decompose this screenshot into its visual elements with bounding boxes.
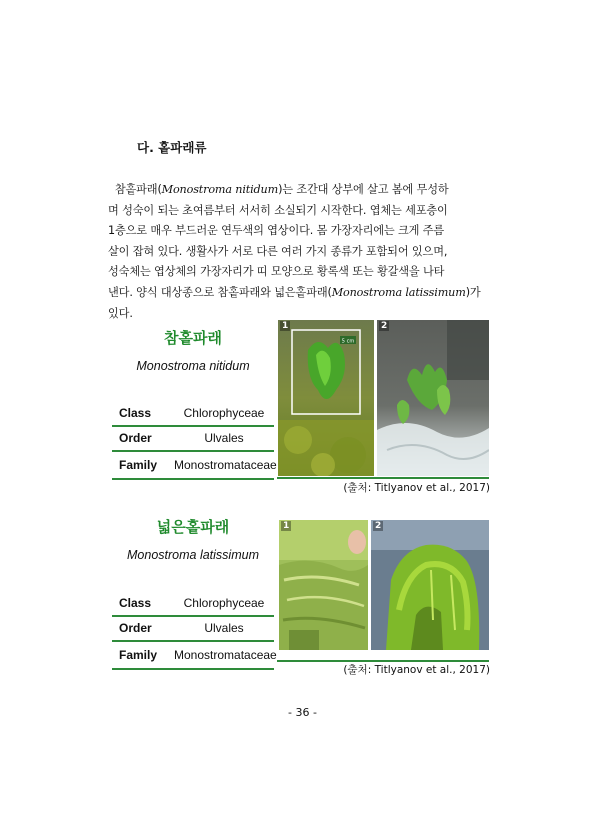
- taxonomy-rank: Order: [119, 431, 152, 445]
- taxonomy-value: Ulvales: [204, 621, 244, 635]
- scientific-name-inline: Monostroma latissimum: [331, 285, 466, 299]
- scientific-name-inline: Monostroma nitidum: [161, 183, 279, 196]
- taxonomy-row: [112, 402, 274, 427]
- taxonomy-value: Monostromataceae: [174, 648, 277, 662]
- algae-photo: [278, 320, 374, 476]
- species-korean-name: 넓은홑파래: [156, 518, 230, 536]
- section-title: 다. 홑파래류: [137, 140, 207, 155]
- paragraph-line: 있다.: [108, 306, 133, 320]
- taxonomy-value: Chlorophyceae: [183, 406, 265, 420]
- photo-label: 2: [381, 321, 388, 331]
- taxonomy-rank: Family: [119, 458, 158, 472]
- species-scientific-name: Monostroma nitidum: [136, 359, 250, 373]
- taxonomy-value: Ulvales: [204, 431, 244, 445]
- paragraph-line: [108, 283, 498, 304]
- species-scientific-name: Monostroma latissimum: [127, 548, 259, 562]
- taxonomy-rank: Class: [119, 596, 152, 610]
- taxonomy-value: Monostromataceae: [174, 458, 277, 472]
- taxonomy-rank: Class: [119, 406, 152, 420]
- algae-photo: [377, 320, 489, 476]
- paragraph-text: 참홑파래(: [114, 183, 162, 196]
- taxonomy-value: Chlorophyceae: [183, 596, 265, 610]
- photo-label: 2: [375, 521, 382, 531]
- photo-credit: (출처: Titlyanov et al., 2017): [343, 482, 490, 494]
- taxonomy-rank: Family: [119, 648, 158, 662]
- taxonomy-row: [112, 642, 277, 670]
- caption-divider: [277, 477, 489, 479]
- paragraph-line: 살이 잡혀 있다. 생활사가 서로 다른 여러 가지 종류가 포함되어 있으며,: [108, 244, 448, 258]
- paragraph-text: 낸다. 양식 대상종으로 참홑파래와 넓은홑파래(: [108, 285, 332, 299]
- photo-label: 1: [282, 321, 289, 331]
- photo-credit: (출처: Titlyanov et al., 2017): [343, 664, 490, 676]
- species-korean-name: 참홑파래: [164, 329, 222, 347]
- photo-label: 1: [283, 521, 290, 531]
- paragraph-line: 며 성숙이 되는 초여름부터 서서히 소실되기 시작한다. 엽체는 세포층이: [108, 203, 448, 217]
- paragraph-text: )가: [465, 285, 481, 299]
- page-number: - 36 -: [288, 706, 317, 719]
- taxonomy-table: [112, 592, 277, 670]
- taxonomy-row: [112, 592, 274, 617]
- paragraph-line: 1층으로 매우 부드러운 연두색의 엽상이다. 몸 가장자리에는 크게 주름: [108, 224, 445, 238]
- paragraph-line: [108, 180, 498, 201]
- taxonomy-row: [112, 427, 274, 452]
- algae-photo: [371, 520, 489, 650]
- taxonomy-row: [112, 617, 274, 642]
- scale-bar-label: 5 cm: [341, 338, 355, 345]
- taxonomy-table: [112, 402, 277, 480]
- body-paragraph: [108, 180, 498, 324]
- taxonomy-row: [112, 452, 277, 480]
- paragraph-text: )는 조간대 상부에 살고 봄에 무성하: [278, 183, 449, 196]
- algae-photo: [279, 520, 368, 650]
- paragraph-line: 성숙체는 엽상체의 가장자리가 띠 모양으로 황록색 또는 황갈색을 나타: [108, 265, 445, 279]
- taxonomy-rank: Order: [119, 621, 152, 635]
